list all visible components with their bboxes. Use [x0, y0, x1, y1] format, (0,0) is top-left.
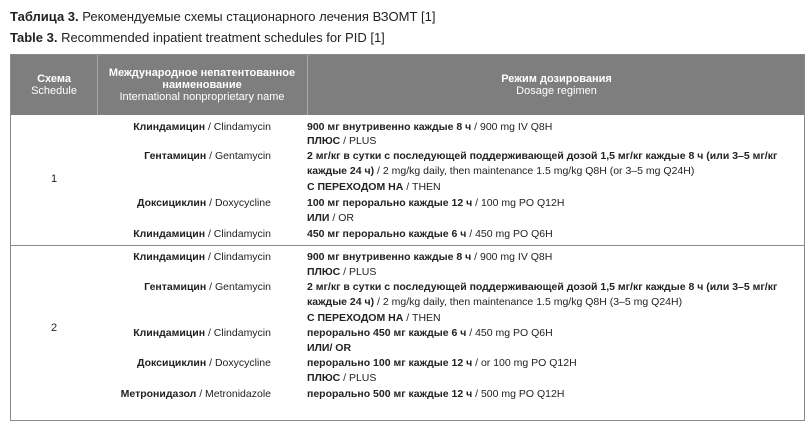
dose-line: каждые 24 ч) / 2 mg/kg daily, then maintenance 1.5 mg/kg Q8H (3–5 mg Q24H)	[307, 296, 683, 308]
table-caption-en	[10, 30, 385, 46]
drug-name: Клиндамицин / Clindamycin	[133, 327, 271, 339]
dose-line: ИЛИ / OR	[307, 212, 354, 224]
dose-line: перорально 100 мг каждые 12 ч / or 100 mg PO Q12H	[307, 357, 577, 369]
dose-line: каждые 24 ч) / 2 mg/kg daily, then maintenance 1.5 mg/kg Q8H (or 3–5 mg Q24H)	[307, 165, 695, 177]
table-header	[11, 55, 804, 115]
drug-name: Метронидазол / Metronidazole	[120, 388, 271, 400]
schedule-number: 2	[50, 322, 58, 334]
drug-name: Доксициклин / Doxycycline	[137, 197, 271, 209]
dose-line: ПЛЮС / PLUS	[307, 372, 377, 384]
drug-name: Гентамицин / Gentamycin	[144, 281, 271, 293]
drug-name: Доксициклин / Doxycycline	[137, 357, 271, 369]
caption-text-ru: Рекомендуемые схемы стационарного лечения ВЗОМТ [1]	[78, 9, 436, 24]
dose-line: ИЛИ/ OR	[307, 342, 352, 354]
header-name-en: International nonproprietary name	[119, 90, 285, 103]
header-dose-en: Dosage regimen	[516, 84, 597, 97]
dose-line: перорально 450 мг каждые 6 ч / 450 mg PO Q6H	[307, 327, 553, 339]
caption-label-ru: Таблица 3.	[10, 9, 79, 24]
header-name-ru-line2: наименование	[162, 78, 242, 91]
dose-line: 100 мг перорально каждые 12 ч / 100 mg PO Q12H	[307, 197, 565, 209]
header-schedule-en: Schedule	[31, 84, 77, 97]
header-schedule-ru: Схема	[37, 72, 71, 85]
drug-name: Клиндамицин / Clindamycin	[133, 228, 271, 240]
dose-line: перорально 500 мг каждые 12 ч / 500 mg PO Q12H	[307, 388, 565, 400]
table-caption-ru	[10, 9, 435, 25]
header-name-ru-line1: Международное непатентованное	[108, 66, 296, 79]
header-schedule	[11, 55, 97, 115]
dose-line: 2 мг/кг в сутки с последующей поддерживающей дозой 1,5 мг/кг каждые 8 ч (или 3–5 мг/кг	[307, 150, 778, 162]
caption-text-en: Recommended inpatient treatment schedules for PID [1]	[57, 30, 385, 45]
dose-line: 900 мг внутривенно каждые 8 ч / 900 mg IV Q8H	[307, 251, 553, 263]
dose-line: С ПЕРЕХОДОМ НА / THEN	[307, 181, 441, 193]
dose-line: 2 мг/кг в сутки с последующей поддерживающей дозой 1,5 мг/кг каждые 8 ч (или 3–5 мг/кг	[307, 281, 778, 293]
header-name	[97, 55, 307, 115]
caption-label-en: Table 3.	[10, 30, 58, 45]
drug-name: Клиндамицин / Clindamycin	[133, 121, 271, 133]
dose-line: 900 мг внутривенно каждые 8 ч / 900 mg IV Q8H	[307, 121, 553, 133]
table-row	[11, 246, 804, 420]
header-dose-ru: Режим дозирования	[501, 72, 612, 85]
header-dose	[307, 55, 806, 115]
schedule-number: 1	[50, 173, 58, 185]
dose-line: ПЛЮС / PLUS	[307, 135, 377, 147]
dose-line: С ПЕРЕХОДОМ НА / THEN	[307, 312, 441, 324]
drug-name: Гентамицин / Gentamycin	[144, 150, 271, 162]
dose-line: 450 мг перорально каждые 6 ч / 450 mg PO Q6H	[307, 228, 553, 240]
drug-name: Клиндамицин / Clindamycin	[133, 251, 271, 263]
table-row	[11, 115, 804, 246]
dose-line: ПЛЮС / PLUS	[307, 266, 377, 278]
treatment-table	[10, 54, 805, 421]
